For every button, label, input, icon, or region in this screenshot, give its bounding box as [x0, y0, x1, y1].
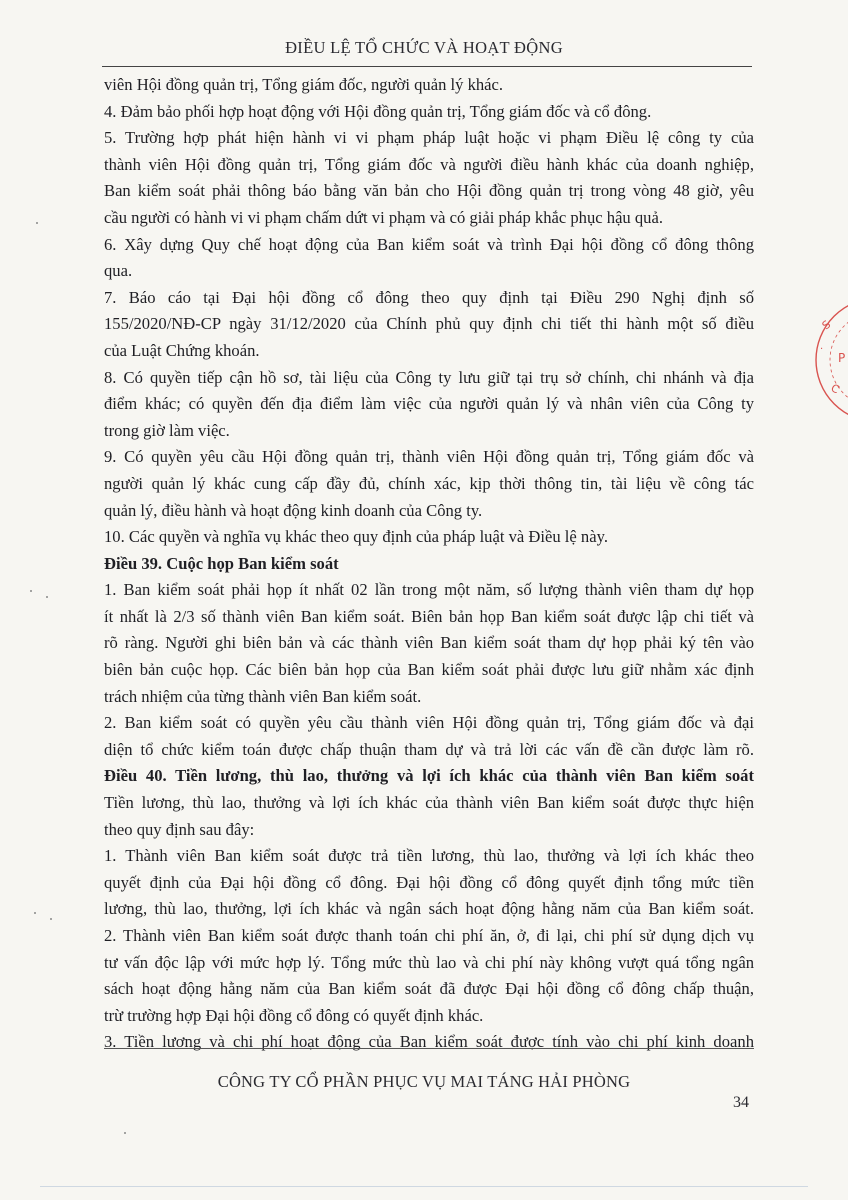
text-line: 9. Có quyền yêu cầu Hội đồng quản trị, thành viên Hội đồng quản trị, Tổng giám đốc và [104, 447, 754, 467]
text-line: Tiền lương, thù lao, thưởng và lợi ích khác của thành viên Ban kiểm soát được thực hiện [104, 793, 754, 813]
text-line: cầu người có hành vi vi phạm chấm dứt vi phạm và có giải pháp khắc phục hậu quả. [104, 207, 663, 227]
text-line: lương, thù lao, thưởng, lợi ích khác và ngân sách hoạt động hằng năm của Ban kiểm soát. [104, 899, 754, 919]
text-line: rõ ràng. Người ghi biên bản và các thành viên Ban kiểm soát tham dự họp phải ký tên vào [104, 633, 754, 653]
text-line: 10. Các quyền và nghĩa vụ khác theo quy định của pháp luật và Điều lệ này. [104, 527, 608, 547]
text-line: ít nhất là 2/3 số thành viên Ban kiểm soát. Biên bản họp Ban kiểm soát được lập chi tiết và [104, 606, 754, 626]
scan-speck [46, 596, 48, 598]
text-line: 6. Xây dựng Quy chế hoạt động của Ban kiểm soát và trình Đại hội đồng cổ đông thông [104, 234, 754, 254]
text-line: quản lý, điều hành và hoạt động kinh doanh của Công ty. [104, 500, 483, 520]
text-line: 2. Thành viên Ban kiểm soát được thanh toán chi phí ăn, ở, đi lại, chi phí sử dụng dịch vụ [104, 926, 754, 945]
scan-speck [36, 222, 38, 224]
text-line: 2. Ban kiểm soát có quyền yêu cầu thành viên Hội đồng quản trị, Tổng giám đốc và đại [104, 713, 754, 733]
header-rule [102, 66, 752, 67]
text-line: 7. Báo cáo tại Đại hội đồng cổ đông theo quy định tại Điều 290 Nghị định số [104, 287, 754, 307]
text-line: qua. [104, 261, 133, 281]
text-line: biên bản cuộc họp. Các biên bản họp của Ban kiểm soát phải được lưu giữ nhằm xác định [104, 660, 754, 680]
page-number: 34 [733, 1094, 749, 1111]
text-line: 1. Thành viên Ban kiểm soát được trả tiền lương, thù lao, thưởng và lợi ích khác theo [104, 846, 754, 866]
text-line: diện tổ chức kiểm toán được chấp thuận tham dự và trả lời các vấn đề cần được làm rõ. [104, 739, 754, 759]
text-line: 8. Có quyền tiếp cận hồ sơ, tài liệu của Công ty lưu giữ tại trụ sở chính, chi nhánh và địa [104, 367, 754, 387]
text-line: trách nhiệm của từng thành viên Ban kiểm soát. [104, 686, 422, 706]
text-line: tư vấn độc lập với mức hợp lý. Tổng mức thù lao và chi phí này không vượt quá tổng ngân [104, 952, 754, 972]
article-heading: Điều 40. Tiền lương, thù lao, thưởng và lợi ích khác của thành viên Ban kiểm soát [104, 766, 754, 786]
text-line: quyết định của Đại hội đồng cổ đông. Đại hội đồng cổ đông quyết định tổng mức tiền [104, 872, 754, 892]
scan-speck [30, 590, 32, 592]
text-line: trừ trường hợp Đại hội đồng cổ đông có quyết định khác. [104, 1005, 484, 1025]
body-text [104, 72, 754, 1056]
text-line: viên Hội đồng quản trị, Tổng giám đốc, người quản lý khác. [104, 75, 504, 94]
text-line: 4. Đảm bảo phối hợp hoạt động với Hội đồng quản trị, Tổng giám đốc và cổ đông. [104, 101, 652, 121]
text-line: 5. Trường hợp phát hiện hành vi vi phạm pháp luật hoặc vi phạm Điều lệ công ty của [104, 128, 754, 148]
svg-text:S: S [819, 317, 834, 333]
svg-text:P: P [838, 351, 846, 365]
scan-speck [34, 912, 36, 914]
text-line: thành viên Hội đồng quản trị, Tổng giám đốc và người điều hành khác của doanh nghiệp, [104, 154, 754, 174]
text-line: điểm khác; có quyền đến địa điểm làm việc của người quản lý và nhân viên của Công ty [104, 394, 754, 414]
footer-rule [104, 1048, 754, 1049]
text-line: 155/2020/NĐ-CP ngày 31/12/2020 của Chính phủ quy định chi tiết thi hành một số điều [104, 314, 754, 334]
svg-text:·: · [820, 344, 824, 355]
text-line: sách hoạt động hằng năm của Ban kiểm soát đã được Đại hội đồng cổ đông chấp thuận, [104, 979, 754, 999]
svg-text:C: C [828, 381, 842, 397]
text-line: Ban kiểm soát phải thông báo bằng văn bản cho Hội đồng quản trị trong vòng 48 giờ, yêu [104, 181, 754, 201]
text-line: người quản lý khác cung cấp đầy đủ, chính xác, kịp thời thông tin, tài liệu về công tác [104, 473, 754, 493]
scan-speck [124, 1132, 126, 1134]
article-heading: Điều 39. Cuộc họp Ban kiểm soát [104, 553, 339, 573]
text-line: của Luật Chứng khoán. [104, 340, 260, 360]
text-line: 3. Tiền lương và chi phí hoạt động của Ban kiểm soát được tính vào chi phí kinh doanh [104, 1032, 754, 1052]
text-line: trong giờ làm việc. [104, 420, 230, 440]
scan-edge-line [40, 1186, 808, 1187]
page-header: ĐIỀU LỆ TỔ CHỨC VÀ HOẠT ĐỘNG [285, 38, 563, 57]
text-line: 1. Ban kiểm soát phải họp ít nhất 02 lần trong một năm, số lượng thành viên tham dự họp [104, 580, 754, 600]
text-line: theo quy định sau đây: [104, 819, 255, 839]
red-seal-stamp [808, 290, 848, 440]
scan-speck [50, 918, 52, 920]
footer-company: CÔNG TY CỔ PHẦN PHỤC VỤ MAI TÁNG HẢI PHÒNG [217, 1072, 631, 1091]
